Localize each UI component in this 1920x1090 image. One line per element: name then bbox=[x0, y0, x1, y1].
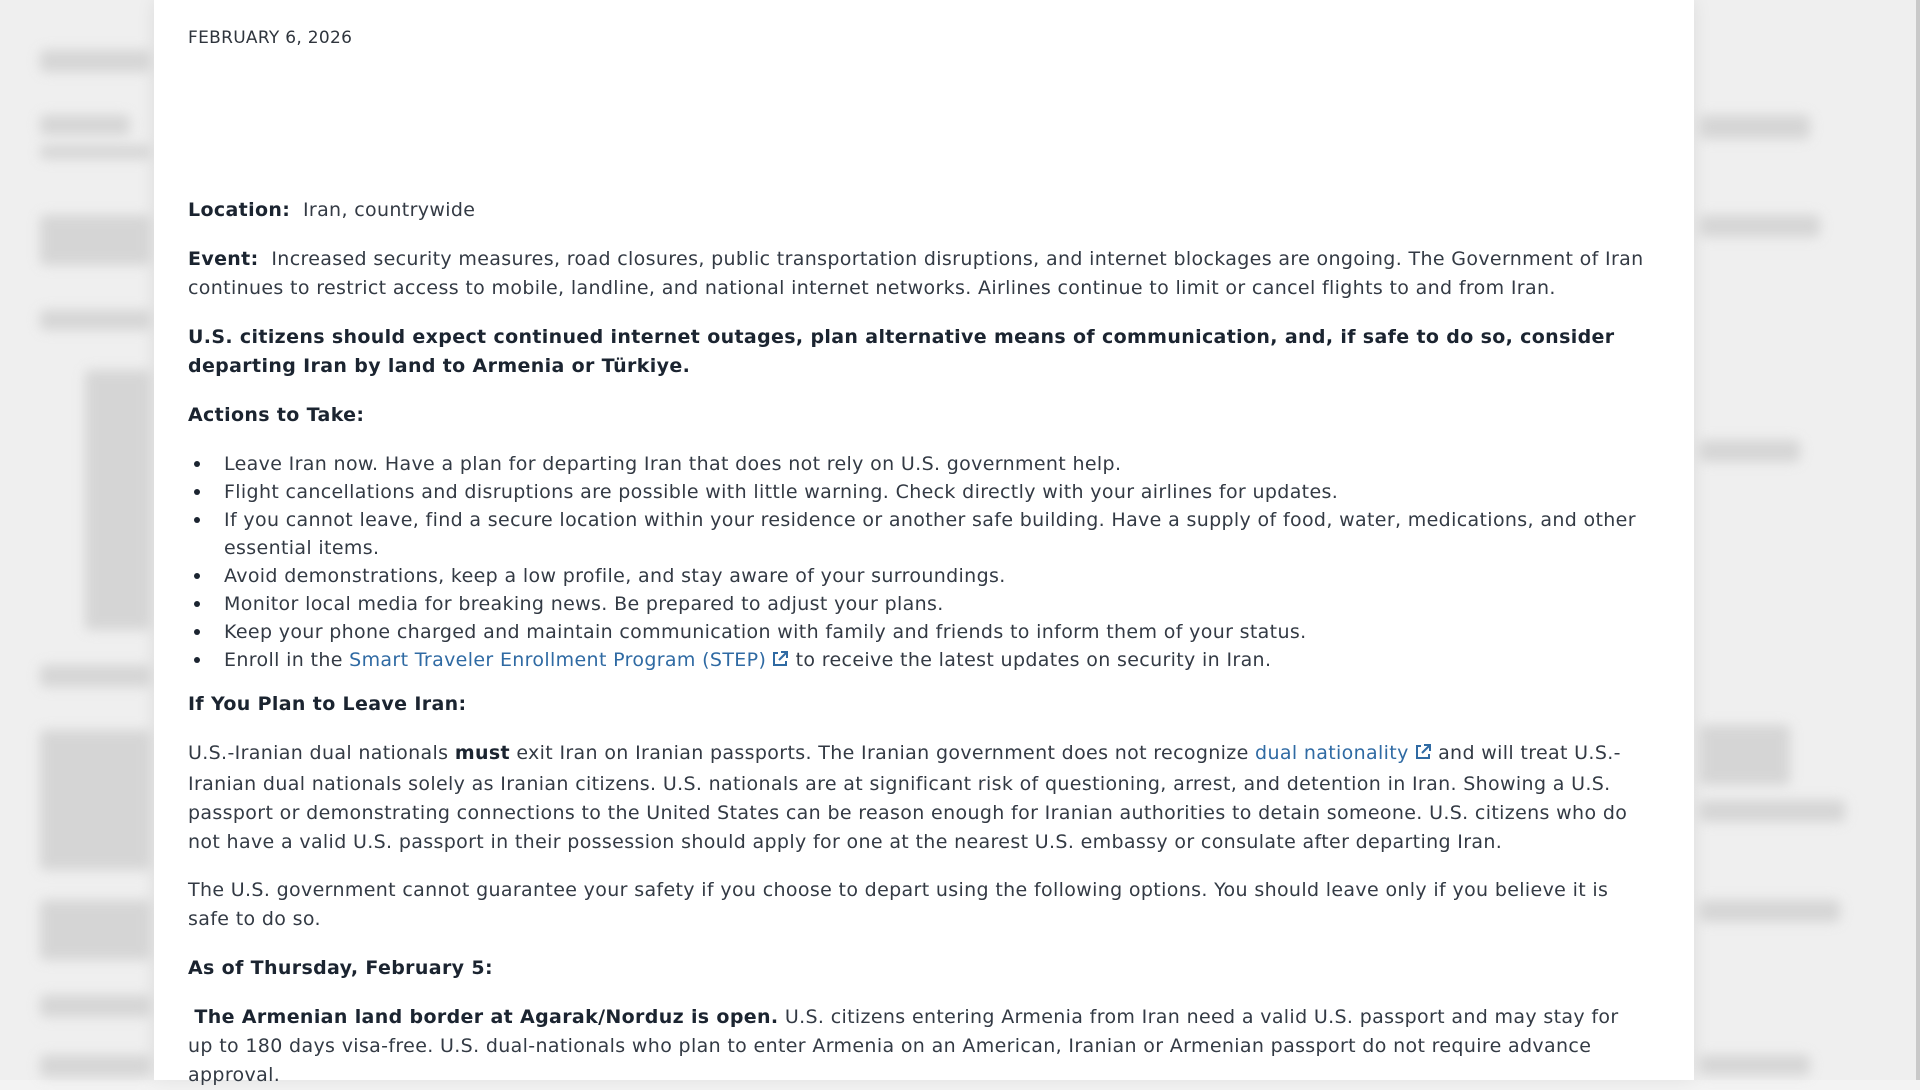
blurred-nav-block bbox=[40, 310, 150, 330]
blurred-nav-block bbox=[85, 370, 150, 630]
blurred-nav-block bbox=[40, 215, 150, 265]
action-item: Monitor local media for breaking news. Be prepared to adjust your plans. bbox=[188, 590, 1648, 618]
location-label: Location: bbox=[188, 199, 291, 221]
event-paragraph bbox=[188, 245, 1648, 303]
asof-heading: As of Thursday, February 5: bbox=[188, 957, 493, 979]
external-link-icon bbox=[1414, 741, 1432, 770]
event-text: Increased security measures, road closures, public transportation disruptions, and internet blockages are ongoing. The Government of Iran continues to restrict access to mobile, landline, and national internet networks. Airlines continue to limit or cancel flights to and from Iran. bbox=[188, 248, 1644, 299]
dual-nationals-paragraph bbox=[188, 739, 1648, 857]
blurred-sidebar-block bbox=[1700, 215, 1820, 237]
dual-text-a: U.S.-Iranian dual nationals bbox=[188, 742, 449, 764]
blurred-sidebar-block bbox=[1700, 900, 1840, 922]
armenia-paragraph bbox=[188, 1003, 1648, 1090]
event-label: Event: bbox=[188, 248, 259, 270]
dual-text-b: exit Iran on Iranian passports. The Iranian government does not recognize bbox=[516, 742, 1249, 764]
alert-date: FEBRUARY 6, 2026 bbox=[188, 28, 353, 48]
enroll-prefix: Enroll in the bbox=[224, 649, 343, 671]
safety-paragraph: The U.S. government cannot guarantee your safety if you choose to depart using the following options. You should leave only if you believe it is safe to do so. bbox=[188, 879, 1609, 930]
action-item-enroll bbox=[188, 646, 1648, 676]
blurred-sidebar-block bbox=[1700, 725, 1790, 785]
blurred-sidebar-block bbox=[1700, 800, 1845, 822]
action-item: Leave Iran now. Have a plan for departing Iran that does not rely on U.S. government help. bbox=[188, 450, 1648, 478]
action-item: Avoid demonstrations, keep a low profile, and stay aware of your surroundings. bbox=[188, 562, 1648, 590]
blurred-sidebar-block bbox=[1700, 1055, 1810, 1075]
dual-text-c: and will treat U.S.-Iranian dual nationals solely as Iranian citizens. U.S. nationals are at significant risk of questioning, arrest, and detention in Iran. Showing a U.S. passport or demonstrating connections to the United States can be reason enough for Iranian authorities to detain someone. U.S. citizens who do not have a valid U.S. passport in their possession should apply for one at the nearest U.S. embassy or consulate after departing Iran. bbox=[188, 742, 1628, 853]
alert-article bbox=[154, 0, 1694, 1086]
warning-paragraph: U.S. citizens should expect continued internet outages, plan alternative means of communication, and, if safe to do so, consider departing Iran by land to Armenia or Türkiye. bbox=[188, 326, 1615, 377]
location-line bbox=[188, 196, 1648, 225]
external-link-icon bbox=[771, 648, 789, 676]
actions-heading: Actions to Take: bbox=[188, 404, 365, 426]
blurred-sidebar-block bbox=[1700, 115, 1810, 139]
leave-heading: If You Plan to Leave Iran: bbox=[188, 693, 467, 715]
window-edge bbox=[1916, 0, 1920, 1080]
blurred-nav-block bbox=[40, 1055, 150, 1077]
dual-nationality-link[interactable] bbox=[1255, 742, 1432, 764]
blurred-nav-block bbox=[40, 900, 150, 960]
must-emphasis: must bbox=[454, 742, 510, 764]
action-item: Flight cancellations and disruptions are possible with little warning. Check directly with your airlines for updates. bbox=[188, 478, 1648, 506]
armenia-text: U.S. citizens entering Armenia from Iran need a valid U.S. passport and may stay for up to 180 days visa-free. U.S. dual-nationals who plan to enter Armenia on an American, Iranian or Armenian passport do not require advance approval. bbox=[188, 1006, 1619, 1086]
action-item: If you cannot leave, find a secure location within your residence or another safe building. Have a supply of food, water, medications, and other essential items. bbox=[188, 506, 1648, 562]
step-link-text: Smart Traveler Enrollment Program (STEP) bbox=[349, 649, 767, 671]
blurred-nav-block bbox=[40, 995, 150, 1017]
dual-nationality-link-text: dual nationality bbox=[1255, 742, 1409, 764]
actions-list bbox=[188, 450, 1648, 676]
enroll-suffix: to receive the latest updates on security in Iran. bbox=[795, 649, 1272, 671]
action-item: Keep your phone charged and maintain communication with family and friends to inform them of your status. bbox=[188, 618, 1648, 646]
blurred-nav-block bbox=[40, 145, 150, 159]
step-program-link[interactable] bbox=[349, 649, 789, 671]
blurred-nav-block bbox=[40, 50, 150, 72]
blurred-nav-block bbox=[40, 730, 150, 870]
armenia-border-open: The Armenian land border at Agarak/Norduz is open. bbox=[194, 1006, 779, 1028]
blurred-sidebar-block bbox=[1700, 440, 1800, 462]
blurred-nav-block bbox=[40, 115, 130, 135]
location-value: Iran, countrywide bbox=[302, 199, 476, 221]
blurred-nav-block bbox=[40, 665, 150, 687]
